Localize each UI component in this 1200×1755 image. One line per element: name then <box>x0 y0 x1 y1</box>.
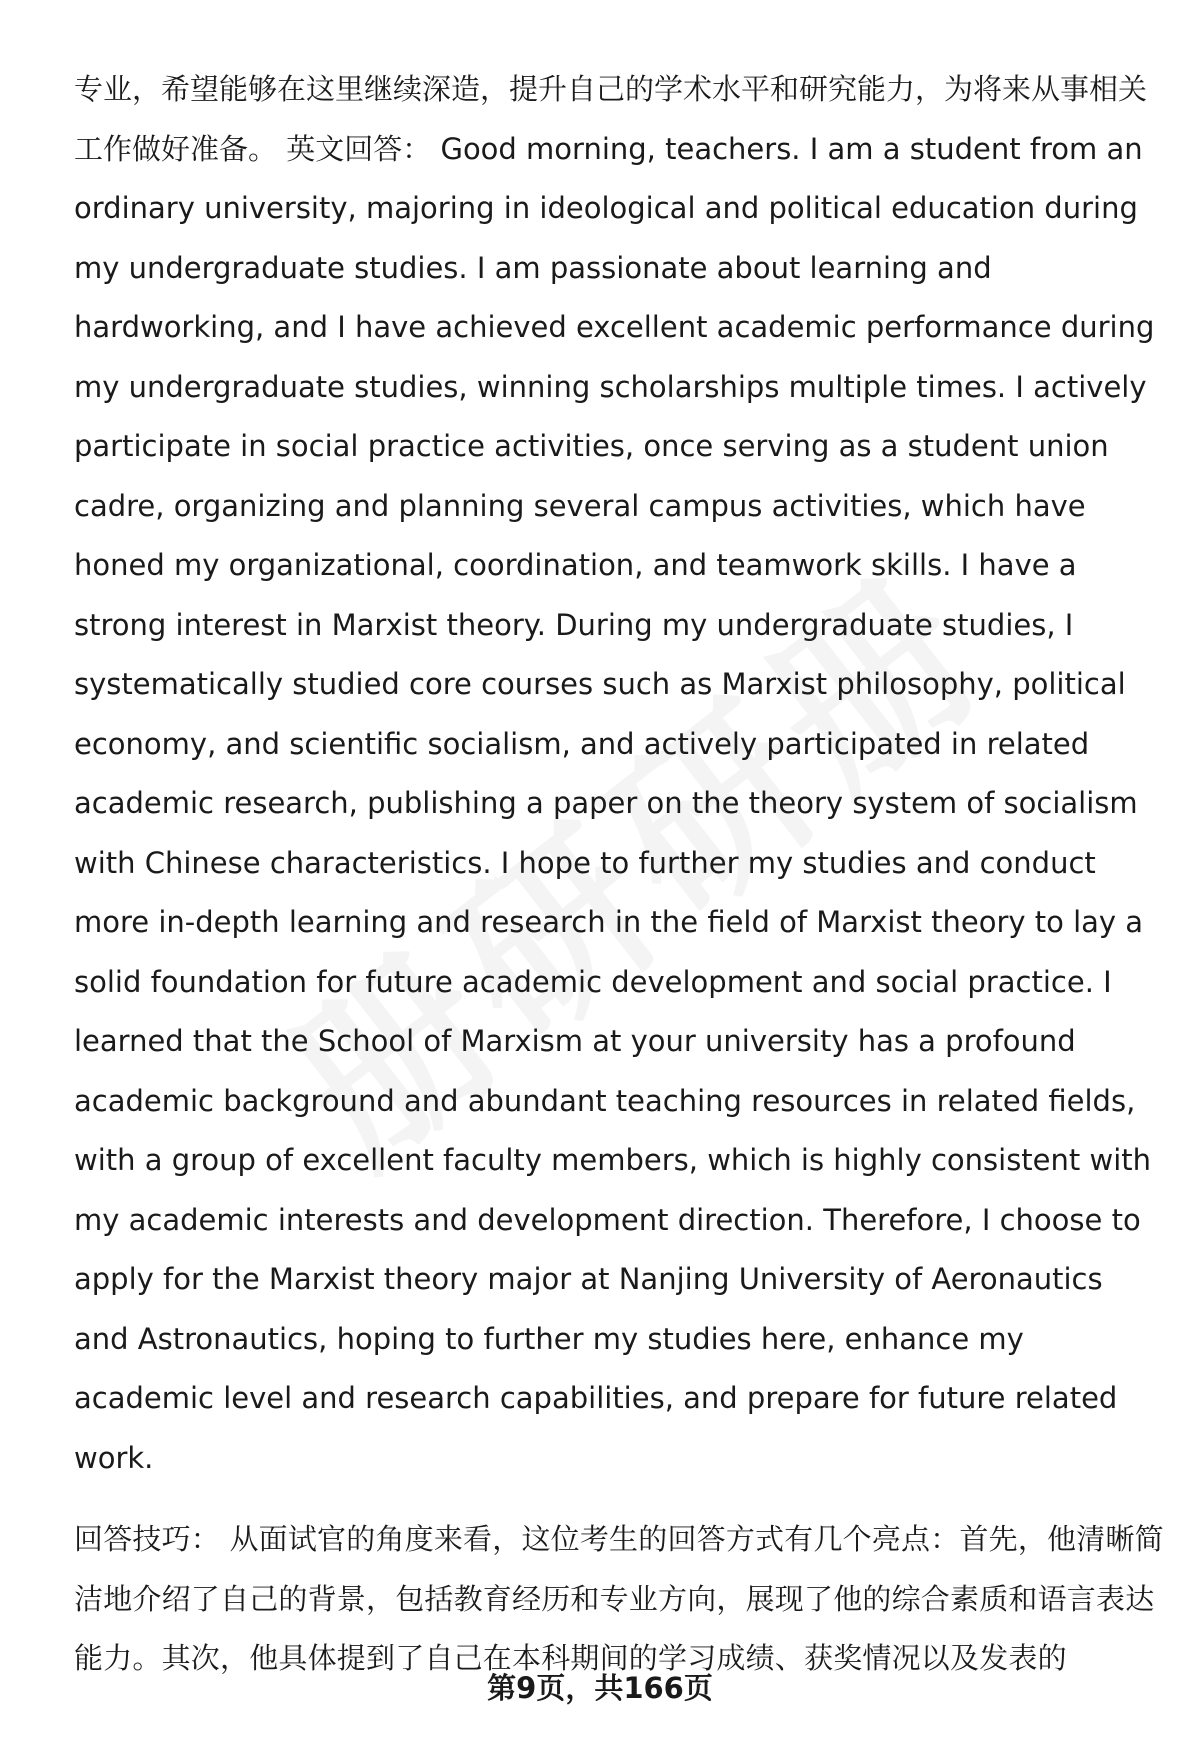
page-number-footer: 第9页，共166页 <box>487 1671 713 1705</box>
document-body <box>74 60 1166 1689</box>
tips-label: 回答技巧： <box>74 1522 221 1556</box>
tips-text: 从面试官的角度来看，这位考生的回答方式有几个亮点：首先，他清晰简洁地介绍了自己的背景，包括教育经历和专业方向，展现了他的综合素质和语言表达能力。其次，他具体提到了自己在本科期间的学习成绩、获奖情况以及发表的 <box>74 1522 1164 1675</box>
answer-paragraph <box>74 60 1166 1488</box>
english-answer-text: Good morning, teachers. I am a student from an ordinary university, majoring in ideological and political education during my undergraduate studies. I am passionate about learning and hardworking, and I have achieved excellent academic performance during my undergraduate studies, winning scholarships multiple times. I actively participate in social practice activities, once serving as a student union cadre, organizing and planning several campus activities, which have honed my organizational, coordination, and teamwork skills. I have a strong interest in Marxist theory. During my undergraduate studies, I systematically studied core courses such as Marxist philosophy, political economy, and scientific socialism, and actively participated in related academic research, publishing a paper on the theory system of socialism with Chinese characteristics. I hope to further my studies and conduct more in-depth learning and research in the field of Marxist theory to lay a solid foundation for future academic development and social practice. I learned that the School of Marxism at your university has a profound academic background and abundant teaching resources in related fields, with a group of excellent faculty members, which is highly consistent with my academic interests and development direction. Therefore, I choose to apply for the Marxist theory major at Nanjing University of Aeronautics and Astronautics, hoping to further my studies here, enhance my academic level and research capabilities, and prepare for future related work. <box>74 131 1155 1475</box>
chinese-answer-continuation: 专业，希望能够在这里继续深造，提升自己的学术水平和研究能力，为将来从事相关工作做好准备。 <box>74 72 1148 166</box>
english-answer-label: 英文回答： <box>286 131 432 166</box>
tips-paragraph <box>74 1510 1166 1689</box>
